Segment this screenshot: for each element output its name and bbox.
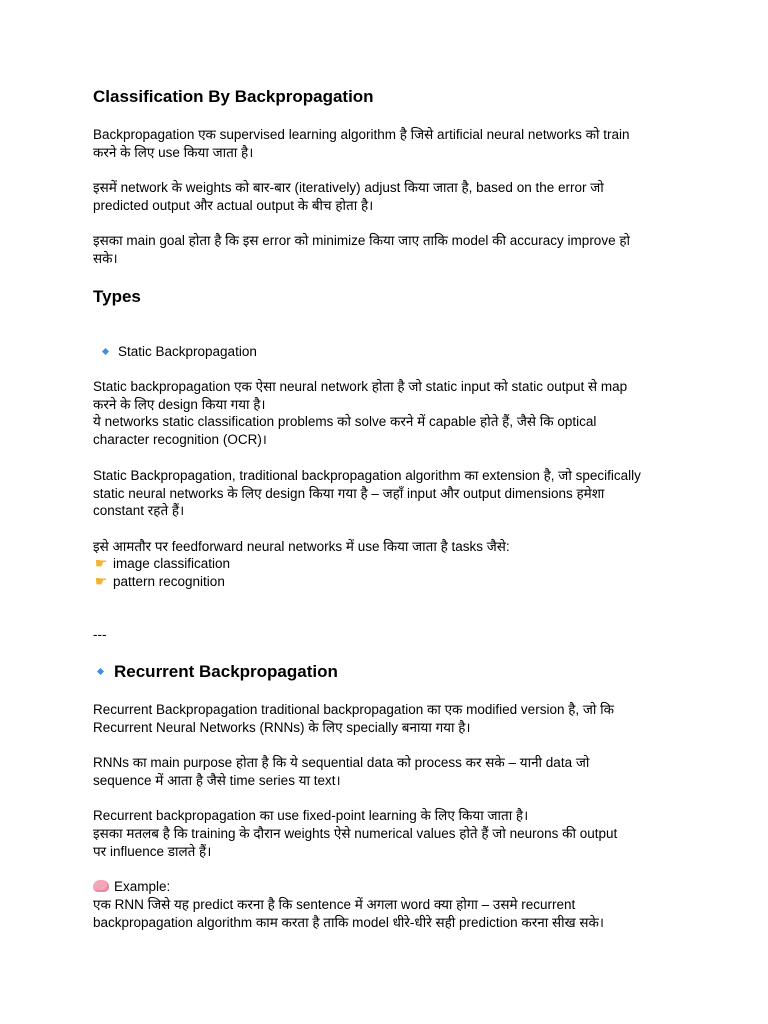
intro-line-1: Backpropagation एक supervised learning algorithm है जिसे artificial neural networks को train — [93, 127, 630, 142]
blue-diamond-icon — [102, 348, 109, 355]
static-line-3: ये networks static classification problems को solve करने में capable होते हैं, जैसे कि optical — [93, 414, 597, 429]
pointing-hand-icon: ☛ — [94, 574, 108, 590]
separator: --- — [93, 627, 107, 642]
static-line-1: Static backpropagation एक ऐसा neural network होता है जो static input को static output से map — [93, 379, 628, 394]
intro-line-3: इसमें network के weights को बार-बार (iteratively) adjust किया जाता है, based on the error जो — [93, 180, 604, 195]
intro-line-5: इसका main goal होता है कि इस error को minimize किया जाए ताकि model की accuracy improve हो — [93, 233, 630, 248]
recurrent-line-5: Recurrent backpropagation का use fixed-point learning के लिए किया जाता है। — [93, 808, 529, 823]
static-line-4: character recognition (OCR)। — [93, 432, 267, 447]
example-row — [93, 878, 170, 896]
types-heading: Types — [93, 287, 141, 306]
example-line-1: एक RNN जिसे यह predict करना है कि sentence में अगला word क्या होगा – उसमे recurrent — [93, 897, 576, 912]
recurrent-heading-row — [98, 662, 338, 682]
static-bullet-item — [103, 343, 257, 361]
recurrent-line-3: RNNs का main purpose होता है कि ये sequential data को process कर सके – यानी data जो — [93, 755, 590, 770]
task-label-1: image classification — [113, 556, 231, 571]
static-bullet-label: Static Backpropagation — [118, 344, 257, 359]
example-line-2: backpropagation algorithm काम करता है ताकि model धीरे-धीरे सही prediction करना सीख सके। — [93, 915, 604, 930]
task-item-2 — [93, 573, 225, 591]
recurrent-line-7: पर influence डालते हैं। — [93, 844, 212, 859]
task-item-1 — [93, 555, 230, 573]
static-line-6: static neural networks के लिए design किया गया है – जहाँ input और output dimensions हमेशा — [93, 486, 605, 501]
intro-line-2: करने के लिए use किया जाता है। — [93, 145, 254, 160]
static-line-7: constant रहते हैं। — [93, 503, 185, 518]
pointing-hand-icon: ☛ — [94, 556, 108, 572]
recurrent-heading: Recurrent Backpropagation — [114, 662, 338, 681]
blue-diamond-icon — [97, 668, 104, 675]
static-line-2: करने के लिए design किया गया है। — [93, 397, 266, 412]
intro-line-4: predicted output और actual output के बीच होता है। — [93, 198, 374, 213]
intro-line-6: सके। — [93, 251, 118, 266]
task-label-2: pattern recognition — [113, 574, 225, 589]
recurrent-line-2: Recurrent Neural Networks (RNNs) के लिए specially बनाया गया है। — [93, 720, 471, 735]
static-line-5: Static Backpropagation, traditional backpropagation algorithm का extension है, जो specifically — [93, 468, 641, 483]
recurrent-line-6: इसका मतलब है कि training के दौरान weights ऐसे numerical values होते हैं जो neurons की output — [93, 826, 618, 841]
recurrent-line-4: sequence में आता है जैसे time series या text। — [93, 773, 341, 788]
example-label: Example: — [114, 879, 171, 894]
page-title: Classification By Backpropagation — [93, 87, 374, 106]
recurrent-line-1: Recurrent Backpropagation traditional backpropagation का एक modified version है, जो कि — [93, 702, 615, 717]
static-line-8: इसे आमतौर पर feedforward neural networks में use किया जाता है tasks जैसे: — [93, 539, 510, 554]
brain-icon — [93, 880, 109, 892]
